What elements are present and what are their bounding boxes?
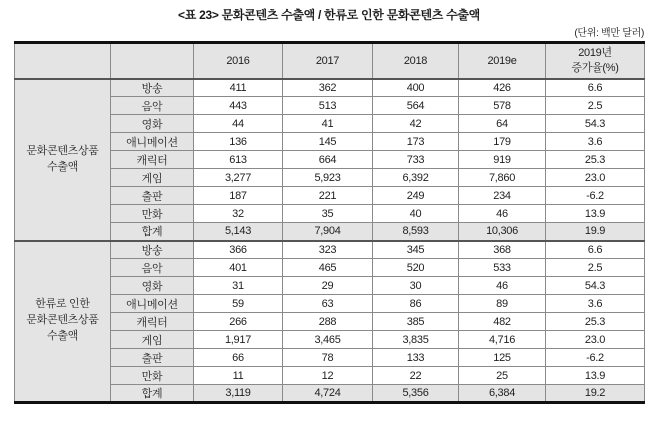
value-cell: 1,917 [194, 331, 283, 349]
category-cell: 음악 [111, 97, 194, 115]
value-cell: 187 [194, 187, 283, 205]
value-cell: -6.2 [546, 349, 645, 367]
value-cell: 520 [373, 259, 459, 277]
table-row [15, 241, 645, 259]
value-cell: 733 [373, 151, 459, 169]
value-cell: 323 [283, 241, 373, 259]
value-cell: 22 [373, 367, 459, 385]
value-cell: 266 [194, 313, 283, 331]
value-cell: 19.2 [546, 385, 645, 403]
value-cell: 19.9 [546, 223, 645, 241]
growth-header-line1: 2019년 [578, 47, 612, 60]
corner-cell-category [111, 43, 194, 79]
value-cell: 919 [459, 151, 546, 169]
category-cell: 캐릭터 [111, 313, 194, 331]
table-section-1 [15, 79, 645, 241]
value-cell: 288 [283, 313, 373, 331]
value-cell: 11 [194, 367, 283, 385]
value-cell: 54.3 [546, 115, 645, 133]
value-cell: 613 [194, 151, 283, 169]
year-header: 2017 [283, 43, 373, 79]
value-cell: 3,119 [194, 385, 283, 403]
value-cell: 3.6 [546, 133, 645, 151]
year-header: 2019e [459, 43, 546, 79]
value-cell: 7,904 [283, 223, 373, 241]
value-cell: 3,277 [194, 169, 283, 187]
value-cell: 29 [283, 277, 373, 295]
category-cell: 음악 [111, 259, 194, 277]
growth-header-line2: 증가율(%) [571, 61, 619, 74]
value-cell: 42 [373, 115, 459, 133]
value-cell: 179 [459, 133, 546, 151]
category-cell: 출판 [111, 349, 194, 367]
value-cell: 64 [459, 115, 546, 133]
value-cell: 6,392 [373, 169, 459, 187]
value-cell: 3.6 [546, 295, 645, 313]
value-cell: 664 [283, 151, 373, 169]
value-cell: -6.2 [546, 187, 645, 205]
value-cell: 44 [194, 115, 283, 133]
value-cell: 125 [459, 349, 546, 367]
value-cell: 10,306 [459, 223, 546, 241]
value-cell: 59 [194, 295, 283, 313]
category-cell: 방송 [111, 241, 194, 259]
value-cell: 4,716 [459, 331, 546, 349]
value-cell: 86 [373, 295, 459, 313]
value-cell: 8,593 [373, 223, 459, 241]
value-cell: 89 [459, 295, 546, 313]
value-cell: 411 [194, 79, 283, 97]
value-cell: 41 [283, 115, 373, 133]
value-cell: 54.3 [546, 277, 645, 295]
value-cell: 23.0 [546, 169, 645, 187]
group-label-cell [15, 79, 111, 241]
value-cell: 25.3 [546, 151, 645, 169]
value-cell: 2.5 [546, 259, 645, 277]
value-cell: 3,465 [283, 331, 373, 349]
category-cell: 출판 [111, 187, 194, 205]
category-cell: 만화 [111, 367, 194, 385]
value-cell: 4,724 [283, 385, 373, 403]
value-cell: 136 [194, 133, 283, 151]
corner-cell-group [15, 43, 111, 79]
category-cell: 방송 [111, 79, 194, 97]
table-header [15, 43, 645, 79]
value-cell: 465 [283, 259, 373, 277]
value-cell: 2.5 [546, 97, 645, 115]
year-header: 2016 [194, 43, 283, 79]
value-cell: 400 [373, 79, 459, 97]
value-cell: 31 [194, 277, 283, 295]
unit-note: (단위: 백만 달러) [574, 28, 644, 39]
category-cell: 애니메이션 [111, 295, 194, 313]
value-cell: 40 [373, 205, 459, 223]
value-cell: 234 [459, 187, 546, 205]
value-cell: 385 [373, 313, 459, 331]
value-cell: 133 [373, 349, 459, 367]
group-label-line: 문화콘텐츠상품 [26, 314, 99, 327]
value-cell: 25.3 [546, 313, 645, 331]
value-cell: 5,143 [194, 223, 283, 241]
value-cell: 426 [459, 79, 546, 97]
category-cell: 게임 [111, 169, 194, 187]
page-title: <표 23> 문화콘텐츠 수출액 / 한류로 인한 문화콘텐츠 수출액 [178, 8, 480, 22]
value-cell: 7,860 [459, 169, 546, 187]
value-cell: 63 [283, 295, 373, 313]
table-row [15, 79, 645, 97]
value-cell: 6.6 [546, 241, 645, 259]
value-cell: 401 [194, 259, 283, 277]
value-cell: 66 [194, 349, 283, 367]
value-cell: 5,923 [283, 169, 373, 187]
value-cell: 35 [283, 205, 373, 223]
value-cell: 564 [373, 97, 459, 115]
value-cell: 30 [373, 277, 459, 295]
value-cell: 25 [459, 367, 546, 385]
value-cell: 46 [459, 205, 546, 223]
value-cell: 6,384 [459, 385, 546, 403]
group-label-line: 수출액 [47, 330, 78, 343]
category-cell: 애니메이션 [111, 133, 194, 151]
value-cell: 6.6 [546, 79, 645, 97]
value-cell: 23.0 [546, 331, 645, 349]
value-cell: 578 [459, 97, 546, 115]
category-cell: 영화 [111, 277, 194, 295]
value-cell: 443 [194, 97, 283, 115]
value-cell: 12 [283, 367, 373, 385]
value-cell: 345 [373, 241, 459, 259]
value-cell: 46 [459, 277, 546, 295]
category-cell: 영화 [111, 115, 194, 133]
group-label-line: 한류로 인한 [35, 298, 90, 311]
value-cell: 221 [283, 187, 373, 205]
value-cell: 78 [283, 349, 373, 367]
value-cell: 366 [194, 241, 283, 259]
category-cell: 합계 [111, 223, 194, 241]
group-label-line: 문화콘텐츠상품 [26, 144, 99, 157]
value-cell: 32 [194, 205, 283, 223]
category-cell: 만화 [111, 205, 194, 223]
group-label-cell [15, 241, 111, 403]
value-cell: 482 [459, 313, 546, 331]
group-label-line: 수출액 [47, 160, 78, 173]
value-cell: 533 [459, 259, 546, 277]
export-table [14, 41, 645, 404]
value-cell: 368 [459, 241, 546, 259]
value-cell: 13.9 [546, 205, 645, 223]
value-cell: 5,356 [373, 385, 459, 403]
value-cell: 173 [373, 133, 459, 151]
category-cell: 합계 [111, 385, 194, 403]
growth-rate-header [546, 43, 645, 79]
value-cell: 145 [283, 133, 373, 151]
table-section-2 [15, 241, 645, 403]
category-cell: 캐릭터 [111, 151, 194, 169]
value-cell: 3,835 [373, 331, 459, 349]
value-cell: 249 [373, 187, 459, 205]
value-cell: 13.9 [546, 367, 645, 385]
header-row [15, 43, 645, 79]
value-cell: 513 [283, 97, 373, 115]
category-cell: 게임 [111, 331, 194, 349]
value-cell: 362 [283, 79, 373, 97]
year-header: 2018 [373, 43, 459, 79]
